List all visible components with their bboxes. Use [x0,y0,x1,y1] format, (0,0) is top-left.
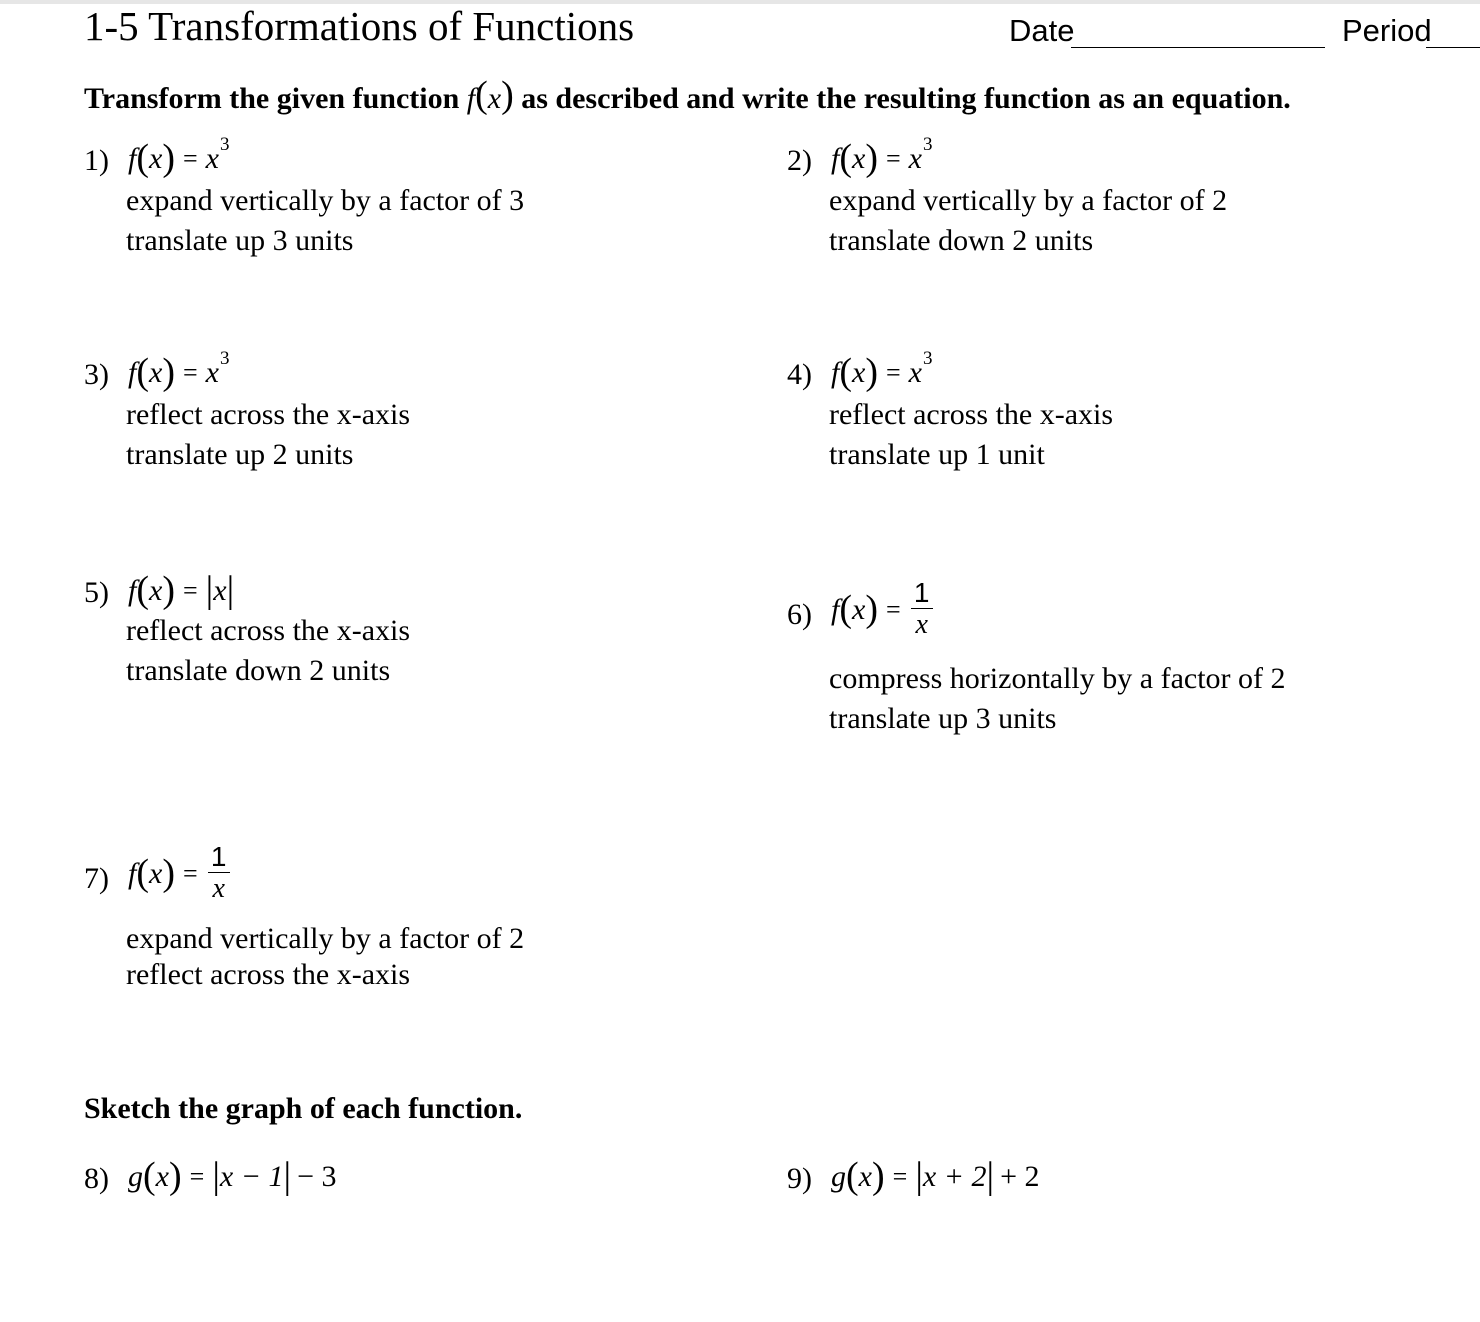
problem-number: 5) [84,576,109,609]
transformation-line: reflect across the x-axis [829,398,1114,431]
function-notation: f(x) [466,74,514,116]
fraction: $\frac{1}{x}$ [208,842,230,905]
function-formula: f ( x ) = $\frac{1}{x}$ [831,578,933,641]
transformation-line: translate down 2 units [126,654,391,687]
transformation-line: expand vertically by a factor of 2 [126,922,525,955]
period-label: Period [1342,13,1432,48]
problem-number: 7) [84,862,109,895]
problem-number: 1) [84,144,109,177]
date-field-line[interactable] [1071,47,1325,48]
transformation-line: translate up 2 units [126,438,354,471]
period-field-line[interactable] [1426,47,1480,48]
function-formula: f ( x ) = x 3 [128,134,230,179]
problem-number: 3) [84,358,109,391]
function-formula: g ( x ) = | x + 2 | + 2 [831,1155,1040,1197]
function-formula: f ( x ) = x 3 [128,348,230,393]
function-formula: f ( x ) = x 3 [831,348,933,393]
transformation-line: reflect across the x-axis [126,614,411,647]
problem-number: 6) [787,598,812,631]
transformation-line: expand vertically by a factor of 2 [829,184,1228,217]
date-label: Date [1009,13,1075,48]
instruction-sketch: Sketch the graph of each function. [84,1092,523,1125]
instruction-transform: Transform the given function f(x) as described and write the resulting function as an equation. [84,74,1291,116]
problem-number: 8) [84,1162,109,1195]
transformation-line: translate up 3 units [126,224,354,257]
function-formula: f ( x ) = $\frac{1}{x}$ [128,842,230,905]
function-formula: f ( x ) = x 3 [831,134,933,179]
transformation-line: translate up 1 unit [829,438,1045,471]
transformation-line: compress horizontally by a factor of 2 [829,662,1286,695]
problem-number: 4) [787,358,812,391]
problem-number: 2) [787,144,812,177]
transformation-line: translate down 2 units [829,224,1094,257]
problem-number: 9) [787,1162,812,1195]
transformation-line: reflect across the x-axis [126,398,411,431]
worksheet-title: 1-5 Transformations of Functions [84,3,635,49]
function-formula: g ( x ) = | x − 1 | − 3 [128,1155,337,1197]
transformation-line: translate up 3 units [829,702,1057,735]
fraction: $\frac{1}{x}$ [911,578,933,641]
transformation-line: reflect across the x-axis [126,958,411,991]
function-formula: f ( x ) = | x | [128,569,235,611]
transformation-line: expand vertically by a factor of 3 [126,184,525,217]
